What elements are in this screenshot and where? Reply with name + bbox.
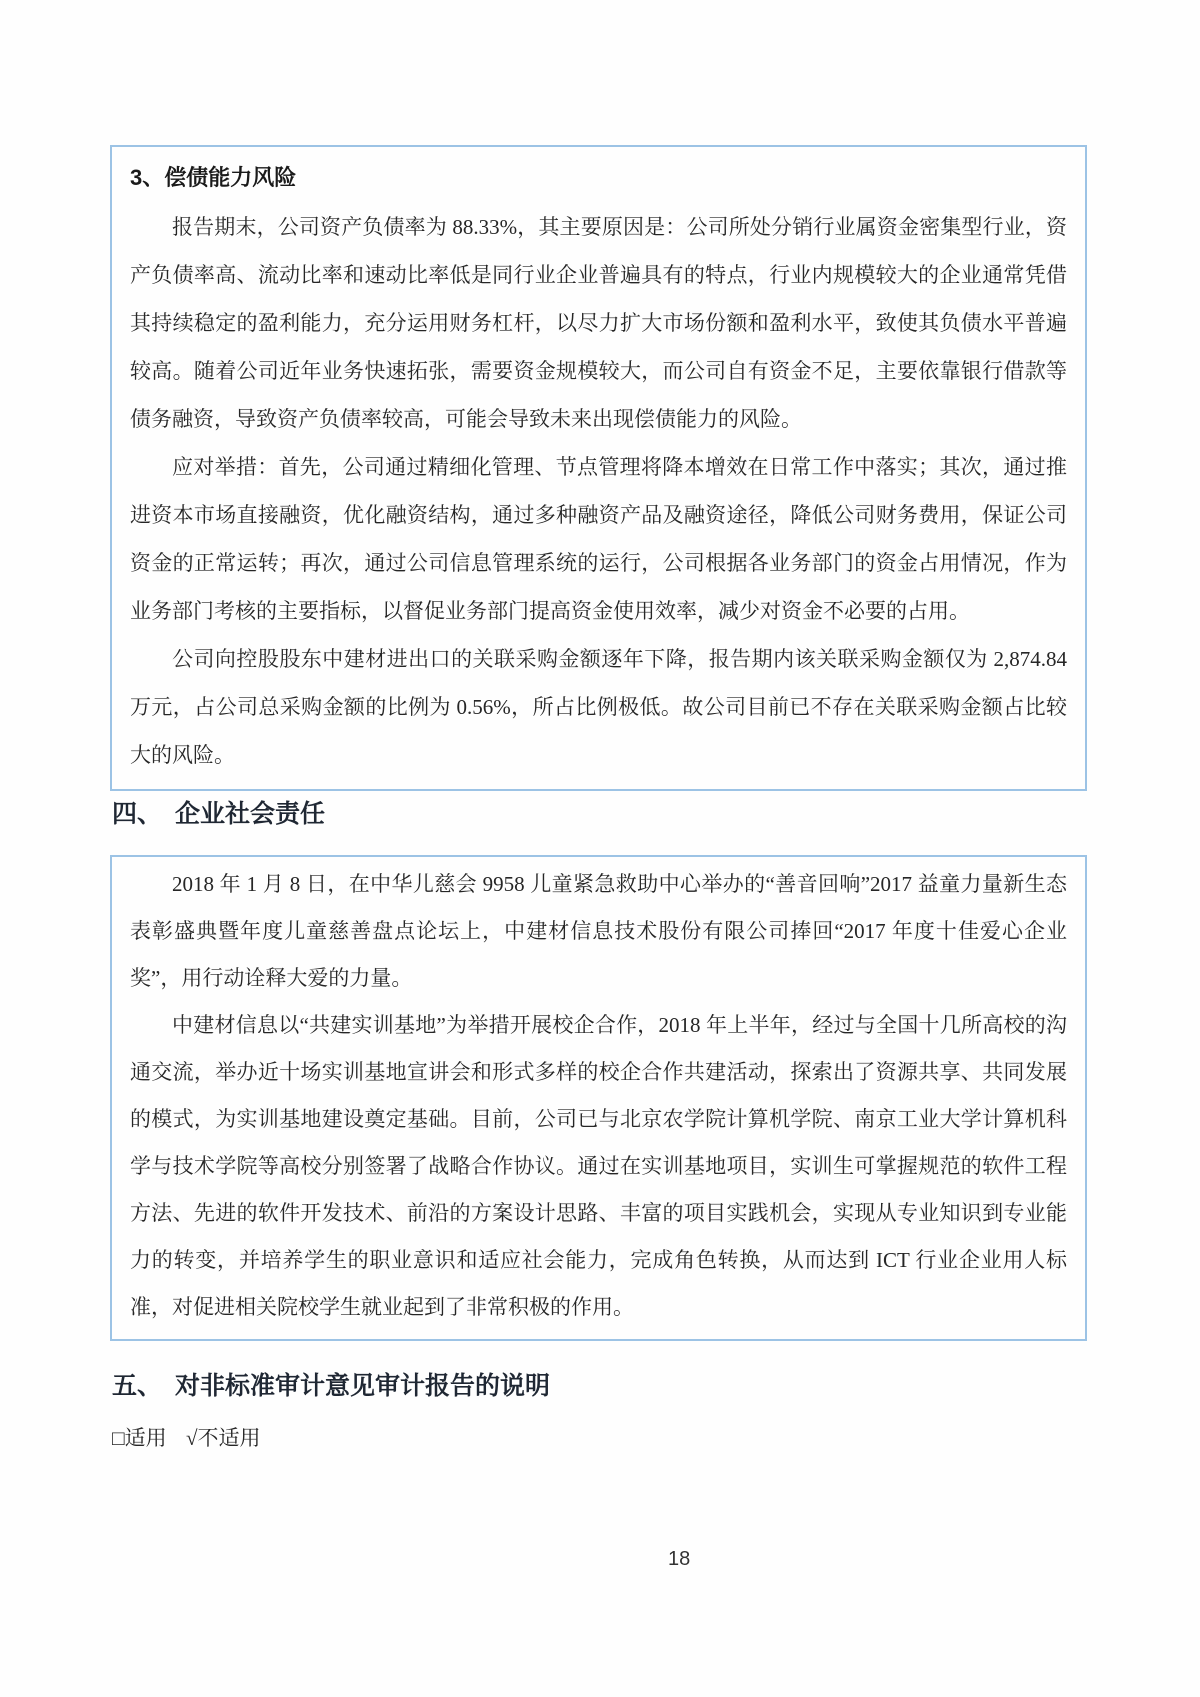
not-applicable-option-checked: √不适用 [185,1426,261,1450]
risk-box-heading: 3、偿债能力风险 [130,165,297,190]
applicable-option-unchecked: □适用 [112,1426,167,1450]
risk-section-box [110,145,1087,791]
section5-title: 对非标准审计意见审计报告的说明 [175,1372,551,1400]
risk-paragraph-3: 公司向控股股东中建材进出口的关联采购金额逐年下降，报告期内该关联采购金额仅为 2,874.84 万元，占公司总采购金额的比例为 0.56%，所占比例极低。故公司目前已不存在关联采购金额占比较大的风险。 [130,647,1067,767]
section5-number: 五、 [112,1372,163,1400]
applicability-line [112,1422,274,1452]
section4-number: 四、 [112,800,163,828]
page-number: 18 [668,1548,691,1570]
section4-heading [112,794,325,830]
section5-heading [112,1366,550,1402]
risk-paragraph-1: 报告期末，公司资产负债率为 88.33%，其主要原因是：公司所处分销行业属资金密集型行业，资产负债率高、流动比率和速动比率低是同行业企业普遍具有的特点，行业内规模较大的企业通常凭借其持续稳定的盈利能力，充分运用财务杠杆，以尽力扩大市场份额和盈利水平，致使其负债水平普遍较高。随着公司近年业务快速拓张，需要资金规模较大，而公司自有资金不足，主要依靠银行借款等债务融资，导致资产负债率较高，可能会导致未来出现偿债能力的风险。 [130,215,1067,431]
csr-section-box [110,855,1087,1341]
section4-title: 企业社会责任 [175,800,326,828]
csr-paragraph-1: 2018 年 1 月 8 日，在中华儿慈会 9958 儿童紧急救助中心举办的“善音回响”2017 益童力量新生态表彰盛典暨年度儿童慈善盘点论坛上，中建材信息技术股份有限公司捧回“2017 年度十佳爱心企业奖”，用行动诠释大爱的力量。 [130,872,1067,990]
risk-paragraph-2: 应对举措：首先，公司通过精细化管理、节点管理将降本增效在日常工作中落实；其次，通过推进资本市场直接融资，优化融资结构，通过多种融资产品及融资途径，降低公司财务费用，保证公司资金的正常运转；再次，通过公司信息管理系统的运行，公司根据各业务部门的资金占用情况，作为业务部门考核的主要指标，以督促业务部门提高资金使用效率，减少对资金不必要的占用。 [130,455,1067,623]
csr-paragraph-2: 中建材信息以“共建实训基地”为举措开展校企合作，2018 年上半年，经过与全国十几所高校的沟通交流，举办近十场实训基地宣讲会和形式多样的校企合作共建活动，探索出了资源共享、共同发展的模式，为实训基地建设奠定基础。目前，公司已与北京农学院计算机学院、南京工业大学计算机科学与技术学院等高校分别签署了战略合作协议。通过在实训基地项目，实训生可掌握规范的软件工程方法、先进的软件开发技术、前沿的方案设计思路、丰富的项目实践机会，实现从专业知识到专业能力的转变，并培养学生的职业意识和适应社会能力，完成角色转换，从而达到 ICT 行业企业用人标准，对促进相关院校学生就业起到了非常积极的作用。 [130,1013,1067,1319]
